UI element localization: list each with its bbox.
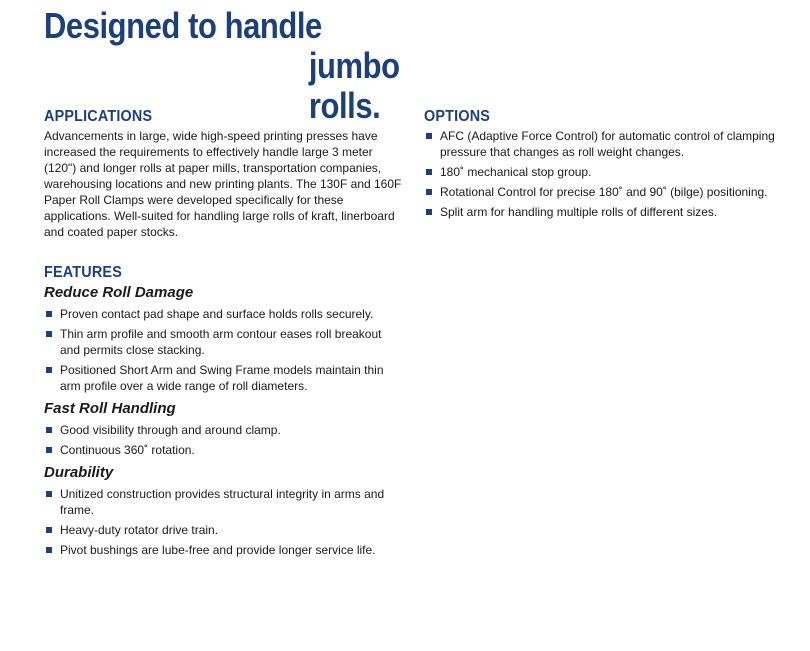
list-item-text: Continuous 360˚ rotation. [60, 443, 195, 457]
feature-list [44, 306, 404, 394]
feature-group-durability [44, 464, 404, 558]
list-item-text: 180˚ mechanical stop group. [440, 165, 592, 179]
list-item-text: Unitized construction provides structural integrity in arms and frame. [60, 487, 385, 517]
feature-group-fast-roll-handling [44, 400, 404, 458]
feature-group-heading: Fast Roll Handling [44, 400, 176, 417]
list-item [424, 128, 794, 160]
bullet-square-icon [46, 367, 52, 373]
list-item [424, 204, 794, 220]
list-item [44, 522, 404, 538]
bullet-square-icon [46, 447, 52, 453]
features-title: FEATURES [44, 264, 122, 281]
list-item-text: Thin arm profile and smooth arm contour eases roll breakout and permits close stacking. [60, 327, 382, 357]
list-item-text: Rotational Control for precise 180˚ and 90˚ (bilge) positioning. [440, 185, 768, 199]
feature-list [44, 422, 404, 458]
applications-section [44, 108, 404, 240]
applications-title: APPLICATIONS [44, 108, 153, 125]
list-item-text: AFC (Adaptive Force Control) for automatic control of clamping pressure that changes as roll weight changes. [440, 129, 775, 159]
options-list [424, 128, 794, 220]
list-item [44, 486, 404, 518]
list-item-text: Pivot bushings are lube-free and provide longer service life. [60, 543, 376, 557]
list-item-text: Split arm for handling multiple rolls of different sizes. [440, 205, 718, 219]
features-section [44, 264, 404, 558]
headline-line-2: jumbo rolls. [308, 45, 400, 126]
applications-text: Advancements in large, wide high-speed printing presses have increased the requirements to effectively handle large 3 meter (120") and longer rolls at paper mills, transportation companies, warehousing locations and new printing plants. The 130F and 160F Paper Roll Clamps were developed specifically for these applications. Well-suited for handling large rolls of kraft, linerboard and coated paper stocks. [44, 129, 402, 239]
bullet-square-icon [46, 427, 52, 433]
list-item [44, 422, 404, 438]
list-item-text: Good visibility through and around clamp. [60, 423, 281, 437]
feature-group-heading: Reduce Roll Damage [44, 284, 194, 301]
feature-group-heading: Durability [44, 464, 114, 481]
headline-line-1: Designed to handle [44, 5, 322, 46]
bullet-square-icon [46, 527, 52, 533]
list-item [44, 362, 404, 394]
bullet-square-icon [426, 133, 432, 139]
bullet-square-icon [426, 169, 432, 175]
list-item [44, 306, 404, 322]
options-section [424, 108, 794, 220]
right-column [424, 108, 794, 226]
list-item [424, 164, 794, 180]
bullet-square-icon [46, 331, 52, 337]
list-item [424, 184, 794, 200]
list-item [44, 442, 404, 458]
bullet-square-icon [46, 547, 52, 553]
options-title: OPTIONS [424, 108, 491, 125]
bullet-square-icon [426, 209, 432, 215]
bullet-square-icon [46, 311, 52, 317]
left-column [44, 108, 404, 564]
bullet-square-icon [46, 491, 52, 497]
list-item [44, 326, 404, 358]
feature-list [44, 486, 404, 558]
list-item-text: Positioned Short Arm and Swing Frame models maintain thin arm profile over a wide range of roll diameters. [60, 363, 384, 393]
feature-group-reduce-roll-damage [44, 284, 404, 394]
list-item [44, 542, 404, 558]
list-item-text: Heavy-duty rotator drive train. [60, 523, 219, 537]
list-item-text: Proven contact pad shape and surface holds rolls securely. [60, 307, 374, 321]
bullet-square-icon [426, 189, 432, 195]
